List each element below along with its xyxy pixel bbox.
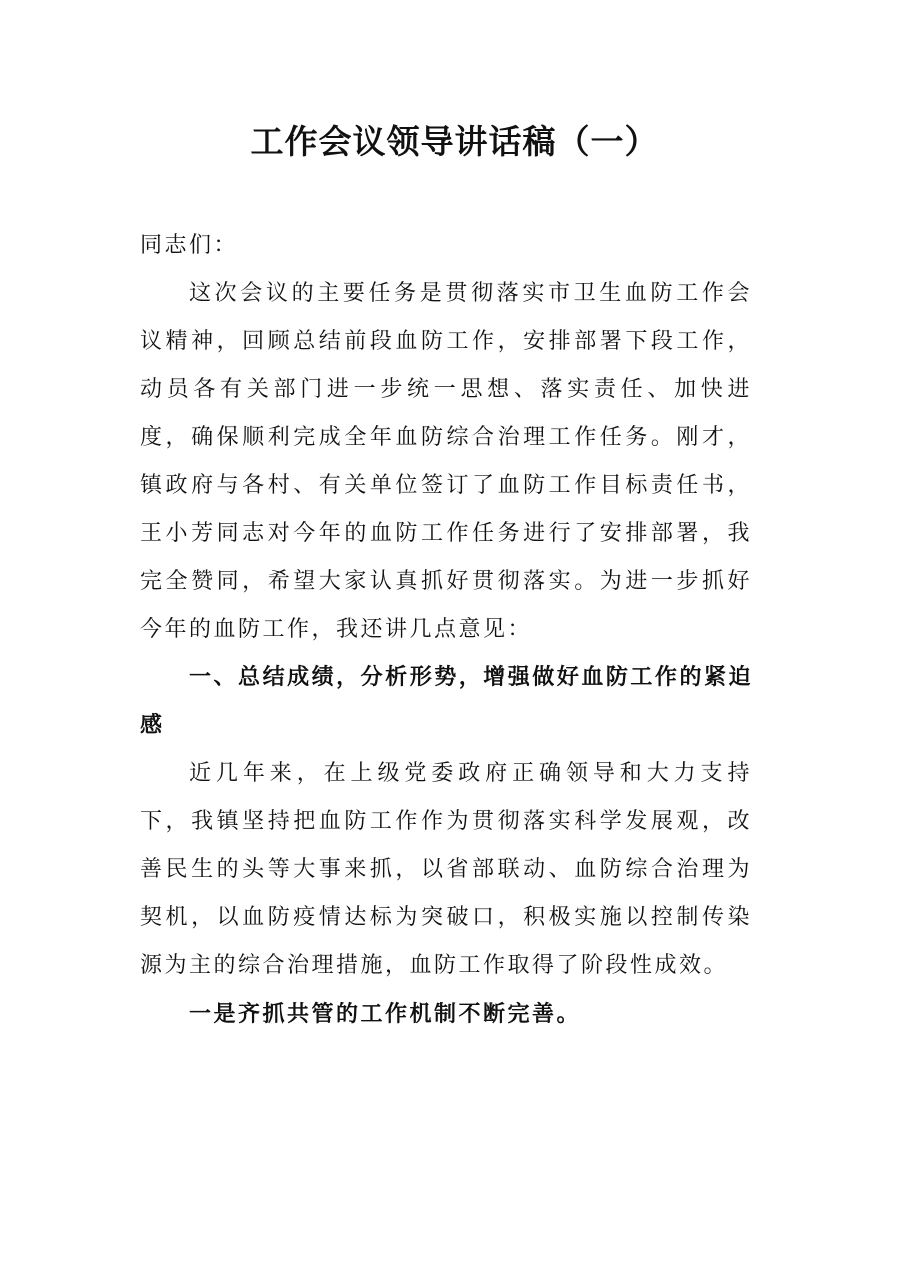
section-heading-1: 一、总结成绩，分析形势，增强做好血防工作的紧迫感 [140,665,752,738]
document-body [140,222,752,1038]
paragraph-achievements: 近几年来，在上级党委政府正确领导和大力支持下，我镇坚持把血防工作作为贯彻落实科学发展观，改善民生的头等大事来抓，以省部联动、血防综合治理为契机，以血防疫情达标为突破口，积极实施以控制传染源为主的综合治理措施，血防工作取得了阶段性成效。 [140,761,752,978]
sub-heading-1: 一是齐抓共管的工作机制不断完善。 [189,1001,582,1027]
document-title: 工作会议领导讲话稿（一） [250,122,659,161]
paragraph-intro: 这次会议的主要任务是贯彻落实市卫生血防工作会议精神，回顾总结前段血防工作，安排部署下段工作，动员各有关部门进一步统一思想、落实责任、加快进度，确保顺利完成全年血防综合治理工作任务。刚才，镇政府与各村、有关单位签订了血防工作目标责任书，王小芳同志对今年的血防工作任务进行了安排部署，我完全赞同，希望大家认真抓好贯彻落实。为进一步抓好今年的血防工作，我还讲几点意见： [140,281,752,642]
salutation: 同志们： [140,233,239,258]
